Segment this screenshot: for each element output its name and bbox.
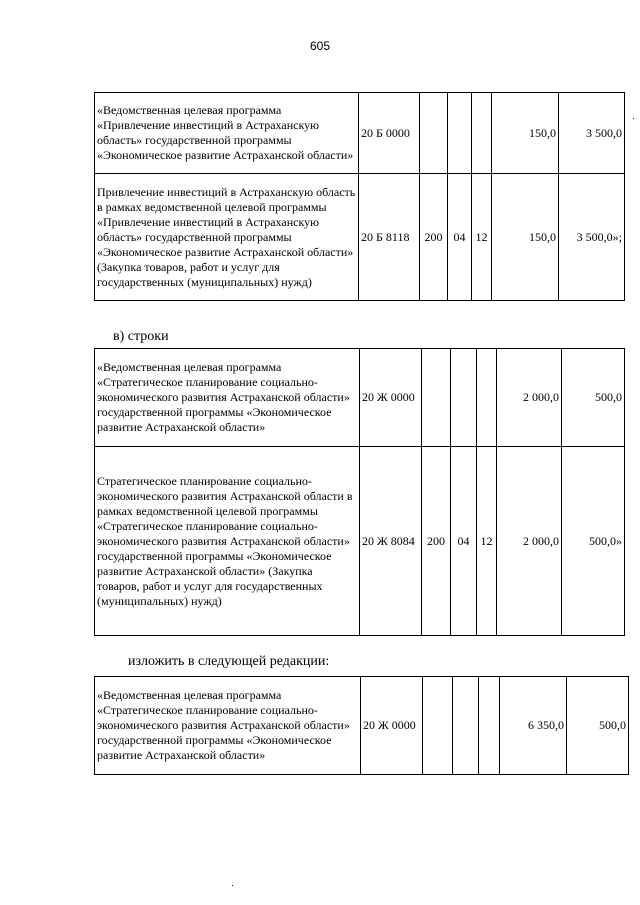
program-name-cell: «Ведомственная целевая программа «Стратегическое планирование социально-экономического развития Астраханской области» государственной программы «Экономическое развитие Астраханской области» [95,349,360,447]
table-row [95,174,625,301]
subsection-cell: 12 [477,447,497,636]
budget-table-2 [94,348,625,636]
program-name-cell: Стратегическое планирование социально-экономического развития Астраханской области в рамках ведомственной целевой программы «Стратегическое планирование социально-экономического развития Астраханской области» государственной программы «Экономическое развитие Астраханской области» (Закупка товаров, работ и услуг для государственных (муниципальных) нужд) [95,447,360,636]
program-name-cell: Привлечение инвестиций в Астраханскую область в рамках ведомственной целевой программы «Привлечение инвестиций в Астраханскую область» государственной программы «Экономическое развитие Астраханской области» (Закупка товаров, работ и услуг для государственных (муниципальных) нужд) [95,174,359,301]
program-name-cell: «Ведомственная целевая программа «Стратегическое планирование социально-экономического развития Астраханской области» государственной программы «Экономическое развитие Астраханской области» [95,677,361,775]
amount-second-year-cell: 500,0 [567,677,629,775]
subsection-cell: 12 [472,174,492,301]
amount-first-year-cell: 2 000,0 [497,349,562,447]
expense-type-cell [423,677,453,775]
target-article-cell: 20 Ж 0000 [360,349,422,447]
amount-second-year-cell: 3 500,0 [559,93,625,174]
scan-speck [232,885,233,886]
expense-type-cell [420,93,448,174]
scan-speck [633,118,634,119]
expense-type-cell: 200 [422,447,451,636]
target-article-cell: 20 Ж 8084 [360,447,422,636]
table-row [95,93,625,174]
amount-second-year-cell: 500,0» [562,447,625,636]
table-row [95,447,625,636]
amount-first-year-cell: 6 350,0 [500,677,567,775]
table-row [95,677,629,775]
amount-second-year-cell: 500,0 [562,349,625,447]
subsection-cell [472,93,492,174]
expense-type-cell: 200 [420,174,448,301]
page-number: 605 [309,39,331,53]
amount-second-year-cell: 3 500,0»; [559,174,625,301]
section-cell [453,677,479,775]
replace-heading: изложить в следующей редакции: [128,654,330,669]
section-cell: 04 [448,174,472,301]
program-name-cell: «Ведомственная целевая программа «Привлечение инвестиций в Астраханскую область» государственной программы «Экономическое развитие Астраханской области» [95,93,359,174]
amount-first-year-cell: 150,0 [492,174,559,301]
table-row [95,349,625,447]
subsection-cell [477,349,497,447]
amount-first-year-cell: 150,0 [492,93,559,174]
budget-table-3 [94,676,629,775]
target-article-cell: 20 Б 0000 [359,93,420,174]
section-cell: 04 [451,447,477,636]
section-cell [451,349,477,447]
target-article-cell: 20 Ж 0000 [361,677,423,775]
budget-table-1 [94,92,625,301]
strings-heading: в) строки [113,329,169,344]
subsection-cell [479,677,500,775]
target-article-cell: 20 Б 8118 [359,174,420,301]
expense-type-cell [422,349,451,447]
section-cell [448,93,472,174]
amount-first-year-cell: 2 000,0 [497,447,562,636]
